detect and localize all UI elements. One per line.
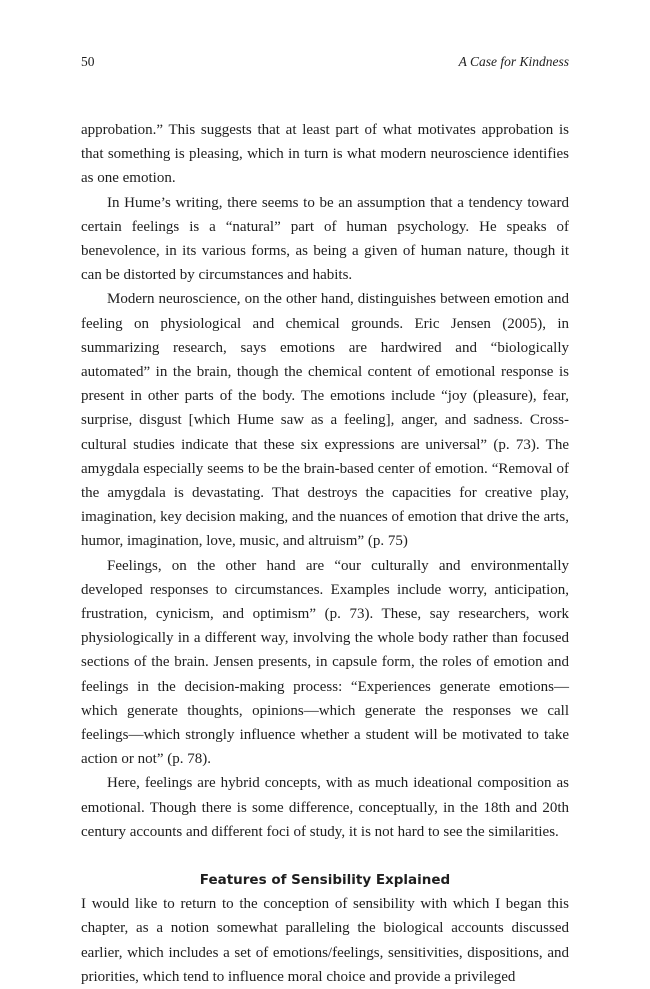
body-text [81, 118, 569, 989]
paragraph-hybrid: Here, feelings are hybrid concepts, with as much ideational composition as emotional. Though there is some difference, conceptually, in the 18th and 20th century accounts and different foci of study, it is not hard to see the similarities. [81, 775, 569, 840]
section-first-paragraph: I would like to return to the conception of sensibility with which I began this chapter, as a notion somewhat paralleling the biological accounts discussed earlier, which includes a set of emotions/feelings, sensitivities, dispositions, and priorities, which tend to influence moral choice and provide a privileged [81, 896, 569, 985]
paragraph-feelings: Feelings, on the other hand are “our culturally and environmentally developed responses to circumstances. Examples include worry, anticipation, frustration, cynicism, and optimism” (p. 73). These, say researchers, work physiologically in a different way, involving the whole body rather than focused sections of the brain. Jensen presents, in capsule form, the roles of emotion and feelings in the decision-making process: “Experiences generate emotions—which generate thoughts, opinions—which generate the responses we call feelings—which strongly influence whether a student will be motivated to take action or not” (p. 78). [81, 557, 569, 768]
running-title: A Case for Kindness [458, 54, 569, 69]
running-head [81, 54, 569, 72]
section-heading: Features of Sensibility Explained [199, 872, 451, 889]
paragraph-continued: approbation.” This suggests that at least part of what motivates approbation is that something is pleasing, which in turn is what modern neuroscience identifies as one emotion. [81, 122, 569, 187]
paragraph-hume: In Hume’s writing, there seems to be an assumption that a tendency toward certain feelings is a “natural” part of human psychology. He speaks of benevolence, in its various forms, as being a given of human nature, though it can be distorted by circumstances and habits. [81, 194, 569, 284]
paragraph-neuroscience: Modern neuroscience, on the other hand, distinguishes between emotion and feeling on physiological and chemical grounds. Eric Jensen (2005), in summarizing research, says emotions are hardwired and “biologically automated” in the brain, though the chemical content of emotional response is present in other parts of the body. The emotions include “joy (pleasure), fear, surprise, disgust [which Hume saw as a feeling], anger, and sadness. Cross-cultural studies indicate that these six expressions are universal” (p. 73). The amygdala especially seems to be the brain-based center of emotion. “Removal of the amygdala is devastating. That destroys the capacities for creative play, imagination, key decision making, and the nuances of emotion that drive the arts, humor, imagination, love, music, and altruism” (p. 75) [81, 291, 569, 550]
page-number: 50 [81, 54, 95, 69]
